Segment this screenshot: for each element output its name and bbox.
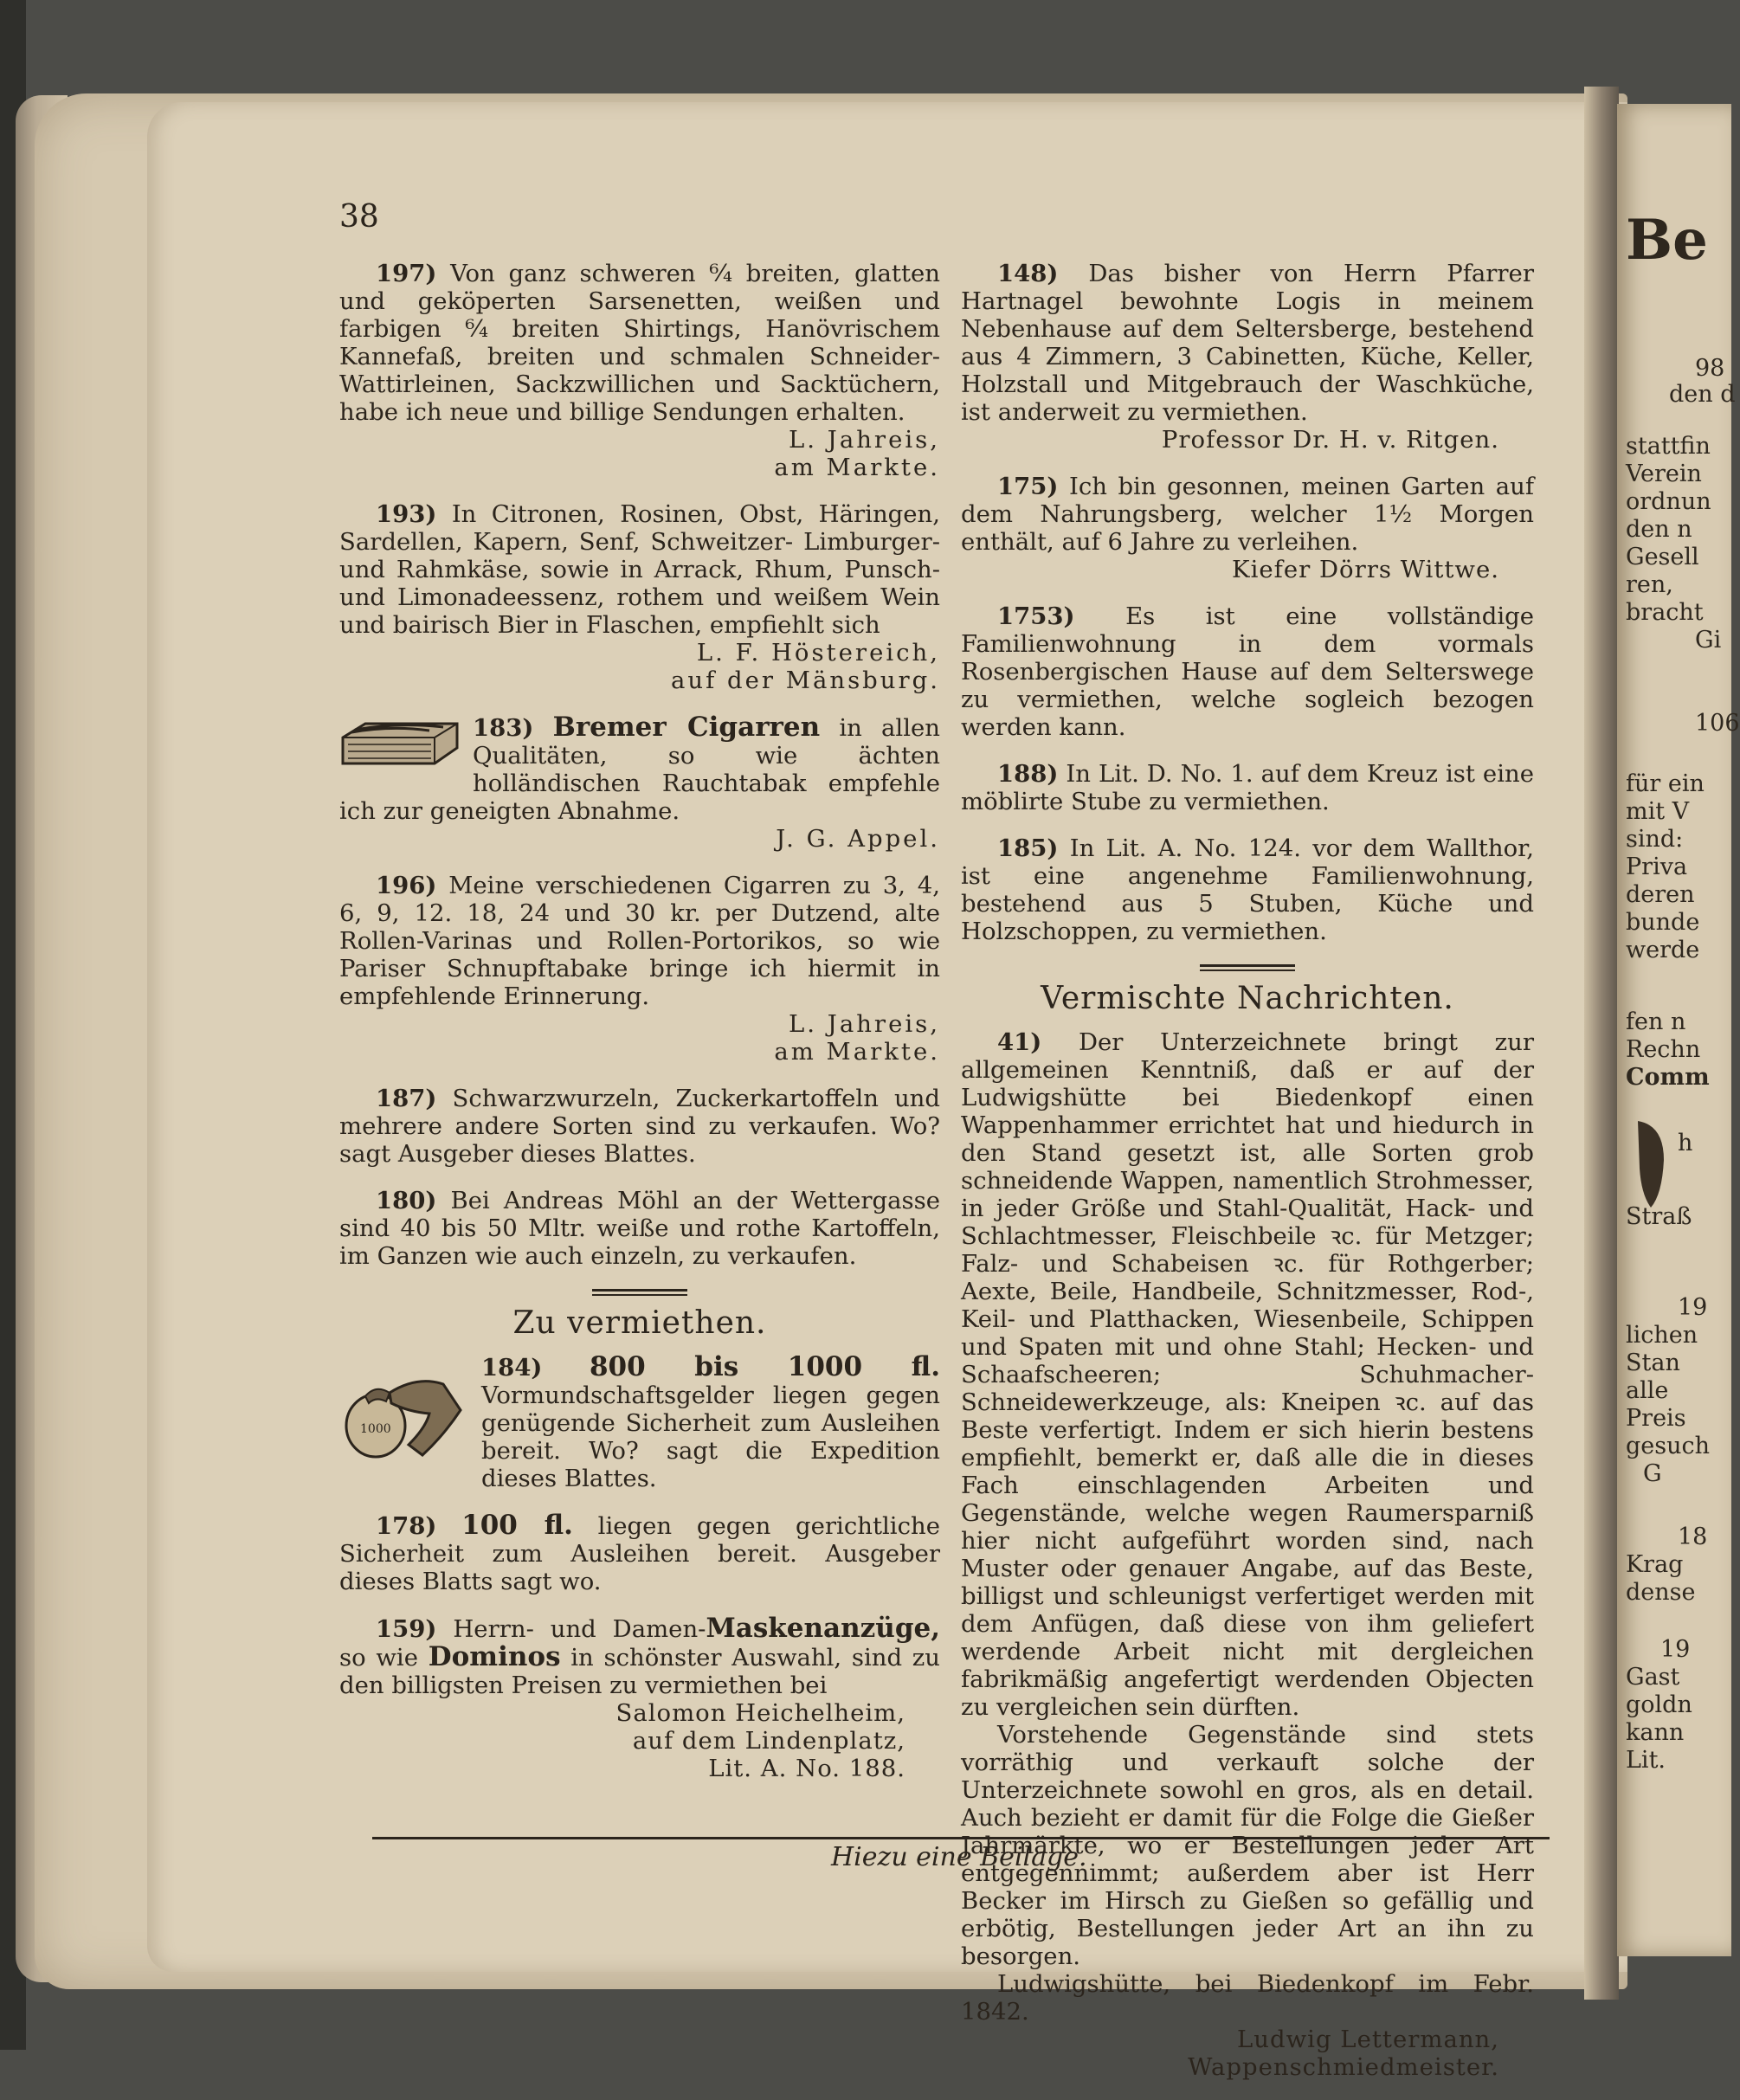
fragment-text: Gesell (1626, 544, 1699, 570)
advert-signature: L. Jahreis, (789, 426, 940, 454)
advert-text: In Citronen, Rosinen, Obst, Häringen, Sardellen, Kapern, Senf, Schweitzer- Limburger- und Rahmkäse, sowie in Arrack, Rhum, Punsch- und Limonadeessenz, rothem und weißem Wein und bairisch Bier in Flaschen, empfiehlt sich (339, 500, 940, 639)
footer-note: Hiezu eine Beilage. (831, 1842, 1087, 1872)
advert-187 (339, 1085, 940, 1168)
fragment-text: 106 (1695, 710, 1740, 737)
fragment-text: Gast (1626, 1664, 1680, 1691)
fragment-text: lichen (1626, 1322, 1698, 1349)
advert-text: so wie (339, 1644, 418, 1672)
advert-197 (339, 260, 940, 481)
fragment-text: für ein (1626, 770, 1705, 797)
fragment-text: stattfin (1626, 433, 1711, 460)
fragment-text: alle (1626, 1377, 1669, 1404)
advert-number: 187) (376, 1085, 437, 1112)
fragment-text: 19 (1660, 1636, 1691, 1663)
fragment-text: Straß (1626, 1203, 1692, 1230)
fragment-text: Gi (1695, 627, 1722, 654)
advert-number: 180) (376, 1187, 437, 1214)
fragment-text: Lit. (1626, 1747, 1666, 1774)
advert-place-date: Ludwigshütte, bei Biedenkopf im Febr. 1842. (961, 1970, 1534, 2026)
advert-signature-title: Wappenschmiedmeister. (1188, 2053, 1499, 2081)
advert-188 (961, 760, 1534, 815)
advert-signature: J. G. Appel. (776, 825, 940, 853)
advert-signature: Kiefer Dörrs Wittwe. (1232, 556, 1499, 583)
fragment-text: gesuch (1626, 1433, 1711, 1459)
fragment-text: Krag (1626, 1551, 1684, 1578)
fragment-text: 98 (1695, 355, 1725, 382)
advert-178 (339, 1511, 940, 1595)
fragment-text: Stan (1626, 1350, 1680, 1376)
fragment-text: Priva (1626, 854, 1688, 880)
section-heading: Zu vermiethen. (512, 1305, 767, 1341)
fragment-text: ren, (1626, 571, 1673, 598)
advert-180 (339, 1187, 940, 1270)
advert-text: Der Unterzeichnete bringt zur allgemeinen Kenntniß, daß er auf der Ludwigshütte bei Biedenkopf einen Wappenhammer errichtet hat und hiedurch in den Stand gesetzt ist, alle Sorten grob schneidende Wappen, namentlich Strohmesser, in jeder Größe und Stahl-Qualität, Hack- und Schlachtmesser, Fleischbeile ꝛc. für Metzger; Falz- und Schabeisen ꝛc. für Rothgerber; Aexte, Beile, Handbeile, Schnitzmesser, Rod-, Keil- und Platthacken, Wiesenbeile, Schippen und Spaten mit und ohne Stahl; Hecken- und Schaafscheeren; Schuhmacher-Schneidewerkzeuge, als: Kneipen ꝛc. auf das Beste verfertigt. Indem er sich hierin bestens empfiehlt, bemerkt er, daß alle die in dieses Fach einschlagenden Arbeiten und Gegenstände, welche wegen Raumersparniß hier nicht aufgeführt worden sind, nach Muster oder genauer Angabe, auf das Beste, billigst und schleunigst verfertiget werden mit dem Anfügen, daß diese von ihm geliefert werdende Arbeit nicht mit dergleichen fabrikmäßig angefertigt werdenden Objecten zu vergleichen sein dürften. (961, 1028, 1534, 1721)
advert-number: 185) (997, 834, 1059, 862)
advert-text: Von ganz schweren ⁶⁄₄ breiten, glatten und geköperten Sarsenetten, weißen und farbigen ⁶⁄₄ breiten Shirtings, Hanövrischem Kannefaß, breiten und schmalen Schneider-Wattirleinen, Sackzwillichen und Sacktüchern, habe ich neue und billige Sendungen erhalten. (339, 260, 940, 426)
advert-signature-place: auf dem Lindenplatz, (632, 1727, 905, 1755)
fragment-text: bracht (1626, 599, 1704, 626)
fragment-text: 18 (1678, 1523, 1708, 1550)
advert-number: 1753) (997, 602, 1075, 630)
advert-41 (961, 1028, 1534, 2081)
advert-text: in schönster Auswahl, sind zu den billigsten Preisen zu vermiethen bei (339, 1644, 940, 1699)
fragment-text: G (1643, 1460, 1662, 1487)
advert-148 (961, 260, 1534, 454)
fragment-text: Preis (1626, 1405, 1686, 1432)
advert-text: Ich bin gesonnen, meinen Garten auf dem Nahrungsberg, welcher 1½ Morgen enthält, auf 6 Jahre zu verleihen. (961, 473, 1534, 556)
advert-183 (339, 713, 940, 853)
fragment-text: sind: (1626, 826, 1684, 853)
advert-text: liegen gegen gerichtliche Sicherheit zum Ausleihen bereit. Ausgeber dieses Blatts sagt wo. (339, 1512, 940, 1595)
hand-pointer-icon (1629, 1117, 1672, 1212)
cigar-box-icon (339, 718, 461, 769)
advert-number: 197) (376, 260, 437, 287)
advert-text: Das bisher von Herrn Pfarrer Hartnagel bewohnte Logis in meinem Nebenhause auf dem Seltersberge, bestehend aus 4 Zimmern, 3 Cabinetten, Küche, Keller, Holzstall und Mitgebrauch der Waschküche, ist anderweit zu vermiethen. (961, 260, 1534, 426)
advert-number: 193) (376, 500, 437, 528)
advert-signature-place: am Markte. (774, 454, 940, 481)
advert-highlight: Maskenanzüge, (706, 1613, 941, 1644)
bag-label: 1000 (360, 1422, 391, 1436)
advert-highlight: Dominos (428, 1641, 561, 1672)
advert-highlight: 100 fl. (461, 1510, 573, 1541)
advert-text: Meine verschiedenen Cigarren zu 3, 4, 6, 9, 12. 18, 24 und 30 kr. per Dutzend, alte Rollen-Varinas und Rollen-Portorikos, so wie Pariser Schnupftabake bringe ich hiermit in empfehlende Erinnerung. (339, 872, 940, 1010)
fragment-text: mit V (1626, 798, 1690, 825)
advert-185 (961, 834, 1534, 945)
advert-text: Herrn- und Damen- (453, 1615, 706, 1643)
advert-number: 188) (997, 760, 1059, 788)
advert-signature: Professor Dr. H. v. Ritgen. (1161, 426, 1499, 454)
advert-text: In Lit. D. No. 1. auf dem Kreuz ist eine möblirte Stube zu vermiethen. (961, 760, 1534, 815)
advert-184 (339, 1353, 940, 1492)
advert-signature: L. F. Höstereich, (696, 639, 940, 667)
section-divider (592, 1289, 687, 1296)
advert-159 (339, 1614, 940, 1782)
advert-text: Bei Andreas Möhl an der Wettergasse sind 40 bis 50 Mltr. weiße und rothe Kartoffeln, im Ganzen wie auch einzeln, zu verkaufen. (339, 1187, 940, 1270)
fragment-text: kann (1626, 1719, 1685, 1746)
advert-signature: Ludwig Lettermann, (1237, 2026, 1499, 2053)
fragment-text: Rechn (1626, 1036, 1701, 1063)
fragment-text: Comm (1626, 1064, 1710, 1091)
advert-175 (961, 473, 1534, 583)
advert-number: 178) (376, 1512, 437, 1540)
fragment-text: bunde (1626, 909, 1700, 936)
fragment-text: dense (1626, 1579, 1696, 1606)
advert-signature-address: Lit. A. No. 188. (708, 1755, 905, 1782)
advert-number: 196) (376, 872, 437, 899)
facing-page-fragment (1617, 104, 1740, 1956)
advert-text: In Lit. A. No. 124. vor dem Wallthor, ist eine angenehme Familienwohnung, bestehend aus 5 Stuben, Küche und Holzschoppen, zu vermiethen. (961, 834, 1534, 945)
advert-196 (339, 872, 940, 1066)
advert-number: 159) (376, 1615, 437, 1643)
fragment-text: werde (1626, 937, 1700, 963)
page-number: 38 (339, 199, 379, 235)
advert-number: 175) (997, 473, 1059, 500)
advert-text-continued: Vorstehende Gegenstände sind stets vorräthig und verkauft solche der Unterzeichnete sowohl en gros, als en detail. Auch bezieht er damit für die Folge die Gießer Jahrmärkte, wo er Bestellungen jeder Art entgegennimmt; außerdem aber ist Herr Becker im Hirsch zu Gießen so gefällig und erbötig, Bestellungen jeder Art an ihn zu besorgen. (961, 1721, 1534, 1970)
money-bag-icon (339, 1358, 469, 1462)
advert-signature: L. Jahreis, (789, 1010, 940, 1038)
advert-text: Schwarzwurzeln, Zuckerkartoffeln und mehrere andere Sorten sind zu verkaufen. Wo? sagt Ausgeber dieses Blattes. (339, 1085, 940, 1168)
advert-number: 184) (481, 1354, 543, 1382)
section-divider (1200, 964, 1295, 971)
advert-highlight: 800 bis 1000 fl. (589, 1351, 940, 1382)
advert-text: Vormundschaftsgelder liegen gegen genügende Sicherheit zum Ausleihen bereit. Wo? sagt die Expedition dieses Blattes. (481, 1382, 940, 1492)
fragment-text: 19 (1678, 1294, 1708, 1321)
left-column (339, 260, 940, 1801)
fragment-text: den d (1669, 381, 1736, 408)
advert-signature: Salomon Heichelheim, (615, 1699, 905, 1727)
footer-rule (372, 1837, 1550, 1839)
fragment-text: h (1678, 1130, 1693, 1156)
fragment-text: Be (1626, 208, 1708, 273)
advert-signature-place: auf der Mänsburg. (671, 667, 940, 694)
fragment-text: Verein (1626, 461, 1702, 487)
fragment-text: ordnun (1626, 488, 1711, 515)
advert-text: Es ist eine vollständige Familienwohnung in dem vormals Rosenbergischen Hause auf dem Selterswege zu vermiethen, welche sogleich bezogen werden kann. (961, 602, 1534, 741)
advert-highlight: Bremer Cigarren (552, 712, 821, 743)
book-gutter (1584, 87, 1619, 2000)
advert-number: 183) (473, 714, 534, 742)
section-heading: Vermischte Nachrichten. (1041, 981, 1454, 1016)
advert-signature-place: am Markte. (774, 1038, 940, 1066)
advert-193 (339, 500, 940, 694)
fragment-text: deren (1626, 881, 1695, 908)
fragment-text: goldn (1626, 1691, 1692, 1718)
advert-1753 (961, 602, 1534, 741)
advert-text: in allen Qualitäten, so wie ächten holländischen Rauchtabak empfehle ich zur geneigten Abnahme. (339, 714, 940, 825)
right-column (961, 260, 1534, 2100)
advert-number: 148) (997, 260, 1059, 287)
advert-number: 41) (997, 1028, 1042, 1056)
fragment-text: den n (1626, 516, 1692, 543)
fragment-text: fen n (1626, 1008, 1686, 1035)
